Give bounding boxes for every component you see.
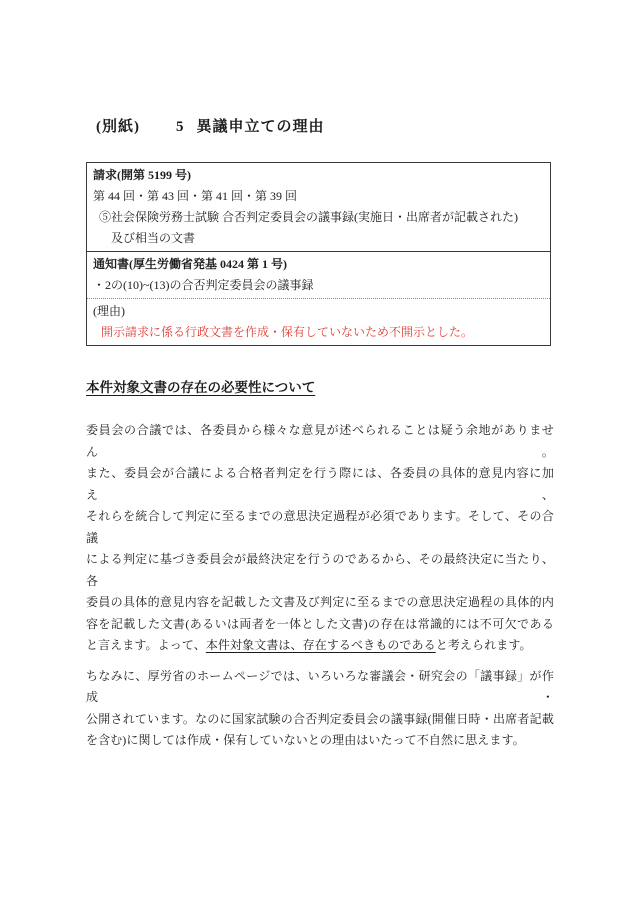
table-section-reason	[87, 298, 550, 345]
conclusion-post: と考えられます。	[435, 638, 532, 652]
paragraph-line: また、委員会が合議による合格者判定を行う際には、各委員の具体的意見内容に加え、	[86, 466, 554, 502]
section-heading: 本件対象文書の存在の必要性について	[86, 380, 316, 395]
paragraph-line: 容を記載した文書(あるいは両者を一体とした文書)の存在は常識的には不可欠である	[86, 616, 554, 631]
paragraph-line: 公開されています。なのに国家試験の合否判定委員会の議事録(開催日時・出席者記載	[86, 711, 554, 726]
notice-header: 通知書(厚生労働省発基 0424 第 1 号)	[93, 257, 287, 271]
request-document-line: ⑤社会保険労務士試験 合否判定委員会の議事録(実施日・出席者が記載された)	[99, 210, 518, 224]
request-summary-table	[86, 162, 551, 346]
paragraph-line: 委員会の合議では、各委員から様々な意見が述べられることは疑う余地がありません。	[86, 423, 554, 459]
conclusion-pre: と言えます。よって、	[86, 638, 206, 652]
request-header: 請求(開第 5199 号)	[93, 168, 191, 182]
conclusion-underlined: 本件対象文書は、存在するべきものである	[205, 638, 436, 652]
paragraph-line: 委員の具体的意見内容を記載した文書及び判定に至るまでの意思決定過程の具体的内	[86, 595, 554, 609]
title-number: 5	[176, 119, 185, 135]
request-document-continuation: 及び相当の文書	[111, 231, 196, 245]
paragraph-necessity	[86, 420, 554, 657]
paragraph-line: ちなみに、厚労省のホームページでは、いろいろな審議会・研究会の「議事録」が作成・	[86, 668, 554, 704]
reason-label: (理由)	[93, 304, 125, 318]
paragraph-line: それらを統合して判定に至るまでの意思決定過程が必須であります。そして、その合議	[86, 509, 554, 545]
title-prefix: (別紙)	[96, 119, 140, 135]
paragraph-line-conclusion	[86, 635, 554, 657]
notice-document-line: ・2の(10)~(13)の合否判定委員会の議事録	[93, 278, 314, 292]
page-title	[96, 117, 640, 138]
table-section-request	[87, 163, 550, 251]
table-section-notice	[87, 251, 550, 298]
paragraph-line: による判定に基づき委員会が最終決定を行うのであるから、その最終決定に当たり、各	[86, 552, 554, 588]
paragraph-line: を含む)に関しては作成・保有していないとの理由はいたって不自然に思えます。	[86, 733, 525, 747]
paragraph-remark	[86, 666, 554, 752]
request-sessions: 第 44 回・第 43 回・第 41 回・第 39 回	[93, 189, 298, 203]
reason-text: 開示請求に係る行政文書を作成・保有していないため不開示とした。	[101, 325, 474, 339]
title-text: 異議申立ての理由	[196, 119, 325, 135]
